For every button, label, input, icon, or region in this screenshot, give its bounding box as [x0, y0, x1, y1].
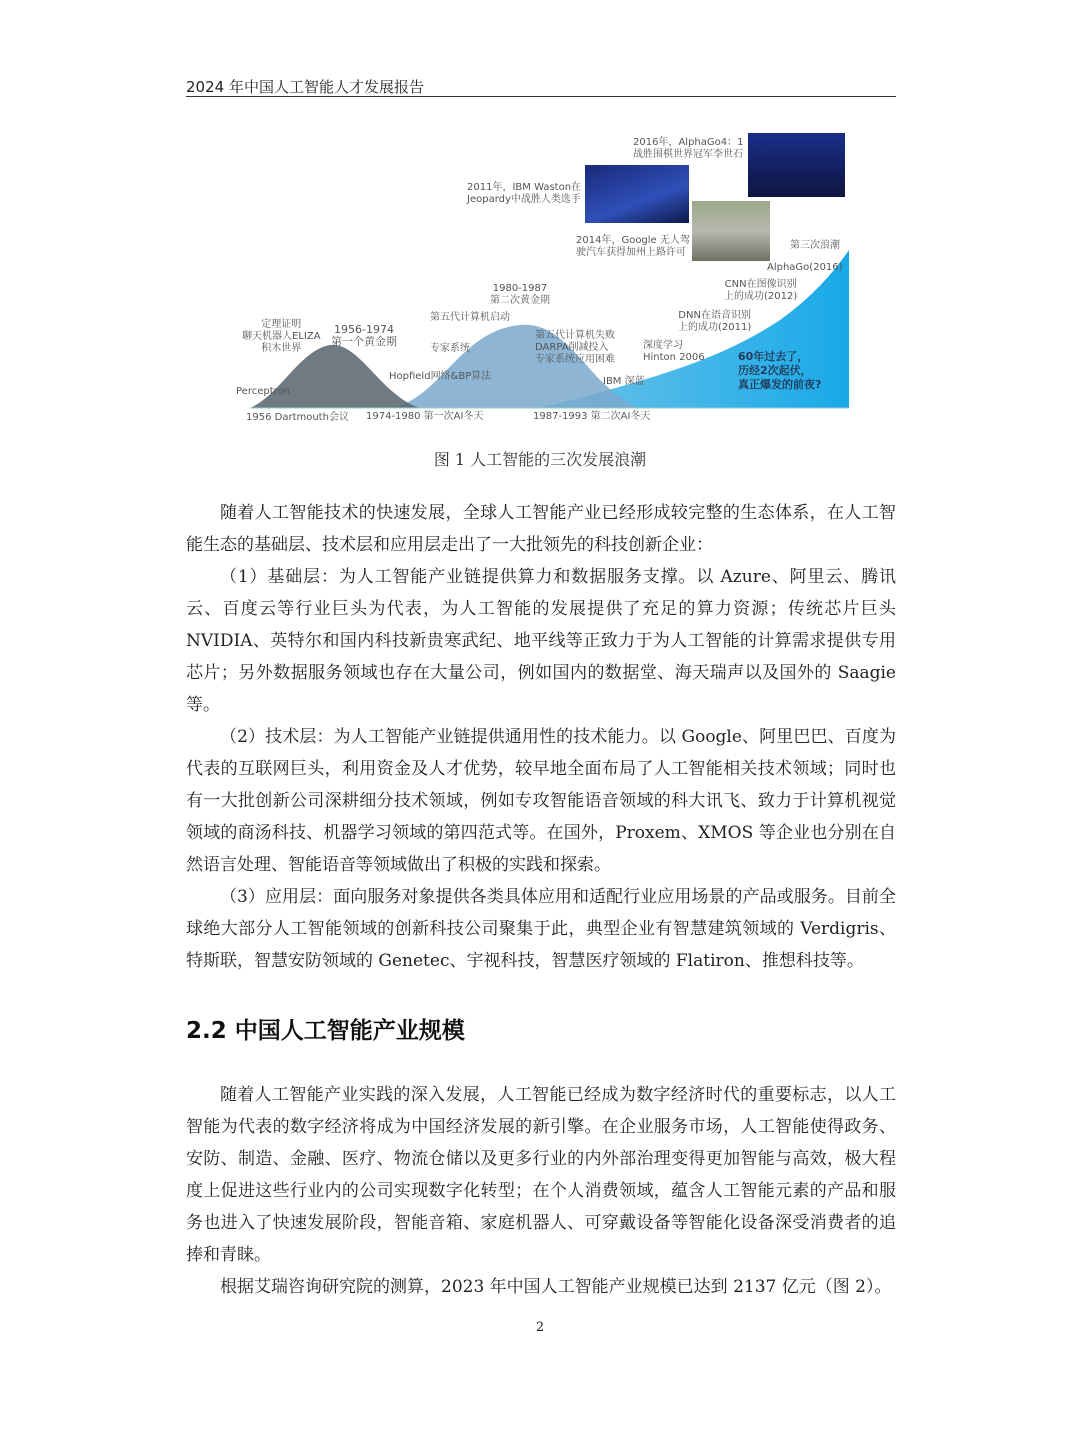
paragraph: 随着人工智能技术的快速发展，全球人工智能产业已经形成较完整的生态体系，在人工智能生态的基础层、技术层和应用层走出了一大批领先的科技创新企业：	[186, 503, 896, 555]
first-items-label: 定理证明 聊天机器人ELIZA 积木世界	[242, 319, 321, 354]
paragraph: （3）应用层：面向服务对象提供各类具体应用和适配行业应用场景的产品或服务。目前全球绝大部分人工智能领域的创新科技公司聚集于此，典型企业有智慧建筑领域的 Verdigris、特斯联，智慧安防领域的 Genetec、宇视科技，智慧医疗领域的 Flatiron、推想科技等。	[186, 887, 896, 971]
second-golden-label: 1980-1987 第二次黄金期	[490, 283, 550, 306]
hopfield-label: Hopfield网络&BP算法	[389, 371, 492, 382]
alphago-event-label: 2016年，AlphaGo4：1 战胜围棋世界冠军李世石	[633, 137, 744, 160]
page-number: 2	[535, 1320, 545, 1335]
body-section-1	[186, 497, 896, 977]
paragraph: 根据艾瑞咨询研究院的测算，2023 年中国人工智能产业规模已达到 2137 亿元（图 2）。	[220, 1277, 892, 1297]
google-car-photo	[692, 201, 770, 261]
dnn-label: DNN在语音识别 上的成功(2011)	[678, 310, 752, 333]
sixty-years-label: 60年过去了， 历经2次起伏， 真正爆发的前夜?	[738, 350, 822, 391]
fifth-gen-fail-label: 第五代计算机失败 DARPA削减投入 专家系统应用困难	[535, 330, 615, 365]
watson-photo	[585, 165, 689, 223]
second-winter-label: 1987-1993 第二次AI冬天	[533, 411, 651, 422]
watson-event-label: 2011年，IBM Waston在 Jeopardy中战胜人类选手	[467, 182, 582, 205]
deep-learning-label: 深度学习 Hinton 2006	[643, 340, 705, 363]
paragraph: （1）基础层：为人工智能产业链提供算力和数据服务支撑。以 Azure、阿里云、腾讯云、百度云等行业巨头为代表，为人工智能的发展提供了充足的算力资源；传统芯片巨头 NVIDIA、英特尔和国内科技新贵寒武纪、地平线等正致力于为人工智能的计算需求提供专用芯片；另外数据服务领域也存在大量公司，例如国内的数据堂、海天瑞声以及国外的 Saagie 等。	[186, 567, 896, 715]
running-header: 2024 年中国人工智能人才发展报告	[186, 78, 424, 96]
fifth-gen-start-label: 第五代计算机启动	[430, 312, 510, 323]
first-golden-label: 1956-1974 第一个黄金期	[331, 323, 397, 348]
dartmouth-label: 1956 Dartmouth会议	[246, 412, 349, 423]
ibm-deep-blue-label: IBM 深蓝	[603, 376, 645, 387]
body-section-2	[186, 1079, 896, 1303]
expert-system-label: 专家系统	[430, 343, 470, 354]
ai-waves-figure	[0, 0, 1080, 440]
alphago-photo	[748, 133, 845, 197]
figure-caption: 图 1 人工智能的三次发展浪潮	[433, 450, 647, 469]
section-heading: 2.2 中国人工智能产业规模	[186, 1018, 465, 1044]
cnn-label: CNN在图像识别 上的成功(2012)	[724, 279, 798, 302]
google-event-label: 2014年，Google 无人驾 驶汽车获得加州上路许可	[576, 235, 690, 258]
waves-graphic	[0, 0, 1080, 440]
third-wave-label: 第三次浪潮	[790, 240, 840, 251]
first-winter-label: 1974-1980 第一次AI冬天	[366, 411, 484, 422]
alphago-2016-label: AlphaGo(2016)	[767, 262, 843, 273]
paragraph: （2）技术层：为人工智能产业链提供通用性的技术能力。以 Google、阿里巴巴、百度为代表的互联网巨头，利用资金及人才优势，较早地全面布局了人工智能相关技术领域；同时也有一大批创新公司深耕细分技术领域，例如专攻智能语音领域的科大讯飞、致力于计算机视觉领域的商汤科技、机器学习领域的第四范式等。在国外，Proxem、XMOS 等企业也分别在自然语言处理、智能语音等领域做出了积极的实践和探索。	[186, 727, 896, 875]
paragraph: 随着人工智能产业实践的深入发展，人工智能已经成为数字经济时代的重要标志，以人工智能为代表的数字经济将成为中国经济发展的新引擎。在企业服务市场，人工智能使得政务、安防、制造、金融、医疗、物流仓储以及更多行业的内外部治理变得更加智能与高效，极大程度上促进这些行业内的公司实现数字化转型；在个人消费领域，蕴含人工智能元素的产品和服务也进入了快速发展阶段，智能音箱、家庭机器人、可穿戴设备等智能化设备深受消费者的追捧和青睐。	[186, 1085, 896, 1265]
perceptron-label: Perceptron	[236, 386, 290, 397]
